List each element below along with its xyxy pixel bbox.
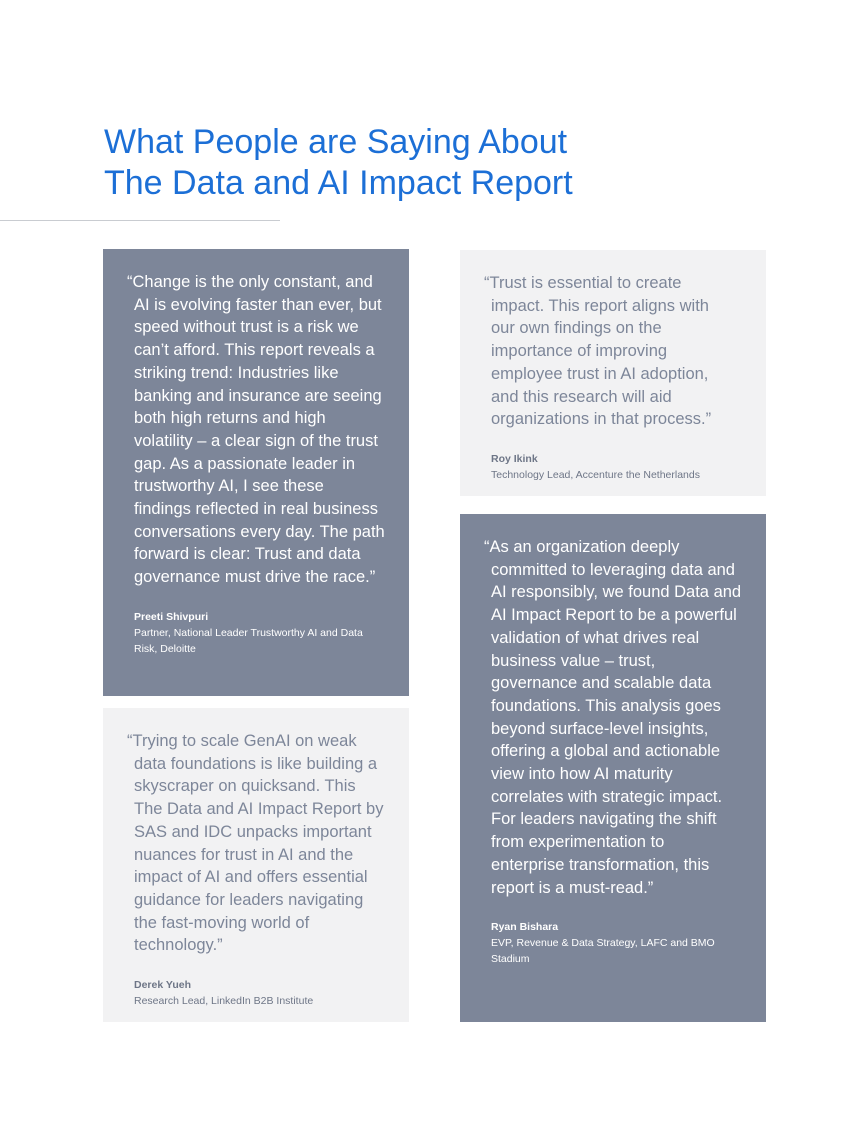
testimonial-quote: “Trust is essential to create impact. This report aligns with our own findings on the importance of improving employee trust in AI adoption, and this research will aid organizations in that process.” [484, 274, 712, 429]
testimonial-author-role: EVP, Revenue & Data Strategy, LAFC and BMO Stadium [491, 937, 715, 966]
title-divider [0, 220, 280, 221]
testimonial-card-shivpuri [103, 249, 409, 696]
testimonial-author-role: Research Lead, LinkedIn B2B Institute [134, 995, 314, 1008]
testimonial-author-role: Partner, National Leader Trustworthy AI and Data Risk, Deloitte [134, 626, 363, 655]
testimonial-card-ikink [460, 250, 766, 496]
testimonial-author-name: Derek Yueh [134, 979, 192, 992]
page-title-line-2: The Data and AI Impact Report [104, 164, 573, 202]
testimonial-quote: “As an organization deeply committed to leveraging data and AI responsibly, we found Data and AI Impact Report to be a powerful validation of what drives real business value – trust, governance and scalable data foundations. This analysis goes beyond surface-level insights, offering a global and actionable view into how AI maturity correlates with strategic impact. For leaders navigating the shift from experimentation to enterprise transformation, this report is a must-read.” [484, 538, 742, 897]
testimonial-card-bishara [460, 514, 766, 1022]
testimonial-author-name: Preeti Shivpuri [134, 610, 209, 623]
testimonial-author-name: Roy Ikink [491, 452, 538, 465]
testimonial-author-role: Technology Lead, Accenture the Netherlands [491, 468, 700, 481]
testimonial-card-yueh [103, 708, 409, 1022]
testimonial-quote: “Change is the only constant, and AI is evolving faster than ever, but speed without trust is a risk we can’t afford. This report reveals a striking trend: Industries like banking and insurance are seeing both high returns and high volatility – a clear sign of the trust gap. As a passionate leader in trustworthy AI, I see these findings reflected in real business conversations every day. The path forward is clear: Trust and data governance must drive the race.” [127, 273, 385, 587]
testimonial-author-name: Ryan Bishara [491, 921, 559, 934]
page-title [104, 122, 744, 204]
page-title-line-1: What People are Saying About [104, 123, 568, 161]
testimonial-quote: “Trying to scale GenAI on weak data foundations is like building a skyscraper on quicksand. This The Data and AI Impact Report by SAS and IDC unpacks important nuances for trust in AI and the impact of AI and offers essential guidance for leaders navigating the fast-moving world of technology.” [127, 732, 384, 955]
